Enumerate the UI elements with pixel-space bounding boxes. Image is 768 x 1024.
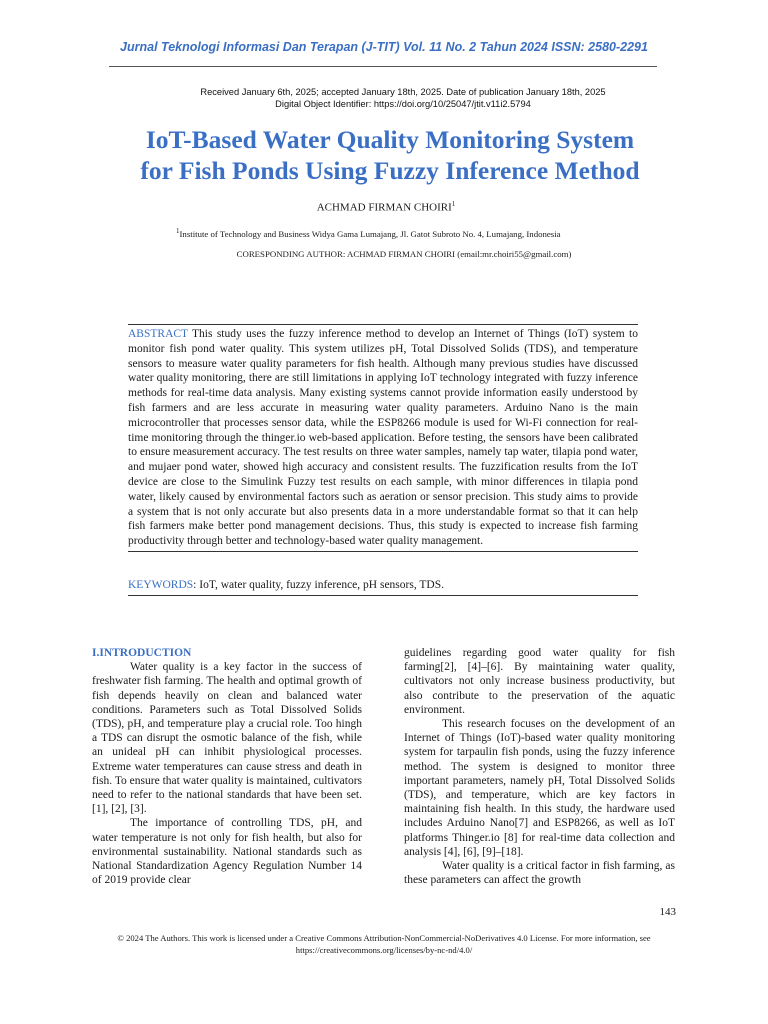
- author-line: [0, 200, 768, 214]
- page-number: 143: [659, 906, 676, 918]
- keywords-label: KEYWORDS: [128, 579, 194, 591]
- section-heading-introduction: I.INTRODUCTION: [92, 647, 192, 659]
- affiliation-superscript: 1: [176, 227, 180, 235]
- publication-dates: Received January 6th, 2025; accepted January 18th, 2025. Date of publication January 18th, 2025: [200, 87, 606, 97]
- journal-header: Jurnal Teknologi Informasi Dan Terapan (J-TIT) Vol. 11 No. 2 Tahun 2024 ISSN: 2580-2291: [120, 40, 648, 54]
- abstract-label: ABSTRACT: [128, 328, 188, 340]
- intro-paragraph-3: This research focuses on the development of an Internet of Things (IoT)-based water quality monitoring system for tarpaulin fish ponds, using the fuzzy inference method. The system is designed to monitor three important parameters, namely pH, Total Dissolved Solids (TDS), and temperature, which are key factors in maintaining fish health. In this study, the hardware used includes Arduino Nano[7] and ESP8266, as well as IoT platforms Thinger.io [8] for real-time data collection and analysis [4], [6], [9]–[18].: [404, 718, 675, 858]
- intro-paragraph-4: Water quality is a critical factor in fish farming, as these parameters can affect the growth: [404, 860, 675, 887]
- intro-paragraph-1: Water quality is a key factor in the success of freshwater fish farming. The health and optimal growth of fish depends heavily on clean and balanced water conditions. Parameters such as Total Dissolved Solids (TDS), pH, and temperature play a crucial role. Too hingh a TDS can disrupt the osmotic balance of the fish, while an unideal pH can inhibit physiological processes. Extreme water temperatures can cause stress and death in fish. To ensure that water quality is maintained, cultivators need to refer to the national standards that have been set.[1], [2], [3].: [92, 661, 362, 816]
- header-divider: [109, 66, 657, 67]
- keywords-text: : IoT, water quality, fuzzy inference, pH sensors, TDS.: [193, 579, 444, 591]
- doi-line: Digital Object Identifier: https://doi.org/10/25047/jtit.v11i2.5794: [275, 99, 531, 109]
- keywords-section: [128, 576, 638, 596]
- affiliation: [176, 227, 561, 239]
- author-superscript: 1: [451, 200, 456, 208]
- publication-info: [0, 86, 768, 110]
- abstract-text: This study uses the fuzzy inference method to develop an Internet of Things (IoT) system to monitor fish pond water quality. This system utilizes pH, Total Dissolved Solids (TDS), and temperature sensors to measure water quality parameters for fish health. Although many previous studies have discussed water quality monitoring, there are still limitations in applying IoT technology integrated with fuzzy inference methods for real-time data analysis. Many existing systems cannot provide information easily understood by fish farmers and are less accurate in measuring water quality parameters. Arduino Nano is the main microcontroller that processes sensor data, while the ESP8266 module is used for Wi-Fi connection for real-time monitoring through the thinger.io web-based application. Before testing, the sensors have been calibrated to ensure measurement accuracy. The test results on three water samples, namely tap water, tilapia pond water, and mujaer pond water, showed high accuracy and consistent results. The fuzzification results from the IoT device are close to the Simulink Fuzzy test results on each sample, with minor differences in tilapia pond water, likely caused by environmental factors such as aeration or sensor precision. This study aims to provide a system that is not only accurate but also presents data in a more understandable format so that it can help fish farmers make better pond management decisions. Thus, this study is expected to increase fish farming productivity through better and technology-based water quality management.: [128, 328, 638, 548]
- intro-paragraph-2: The importance of controlling TDS, pH, and water temperature is not only for fish health, but also for environmental sustainability. National standards such as National Standardization Agency Regulation Number 14 of 2019 provide clear: [92, 817, 362, 887]
- license-footer: © 2024 The Authors. This work is licensed under a Creative Commons Attribution-NonCommercial-NoDerivatives 4.0 License. For more information, see https://creativecommons.org/licenses/by-nc-nd/4.0/: [117, 933, 651, 955]
- intro-paragraph-2-continued: guidelines regarding good water quality for fish farming[2], [4]–[6]. By maintaining water quality, cultivators not only increase business productivity, but also contribute to the preservation of the aquatic environment.: [404, 647, 675, 716]
- paper-title-line-2: for Fish Ponds Using Fuzzy Inference Method: [140, 156, 640, 185]
- author-name: ACHMAD FIRMAN CHOIRI: [316, 201, 452, 214]
- corresponding-author: CORESPONDING AUTHOR: ACHMAD FIRMAN CHOIRI (email:mr.choiri55@gmail.com): [236, 249, 572, 259]
- left-column: [92, 646, 362, 887]
- right-column: [404, 646, 675, 887]
- abstract-section: [128, 324, 638, 552]
- affiliation-text: Institute of Technology and Business Widya Gama Lumajang, Jl. Gatot Subroto No. 4, Lumajang, Indonesia: [179, 228, 561, 239]
- abstract-paragraph: [128, 327, 638, 549]
- paper-title: [110, 124, 670, 186]
- paper-title-line-1: IoT-Based Water Quality Monitoring System: [145, 125, 635, 154]
